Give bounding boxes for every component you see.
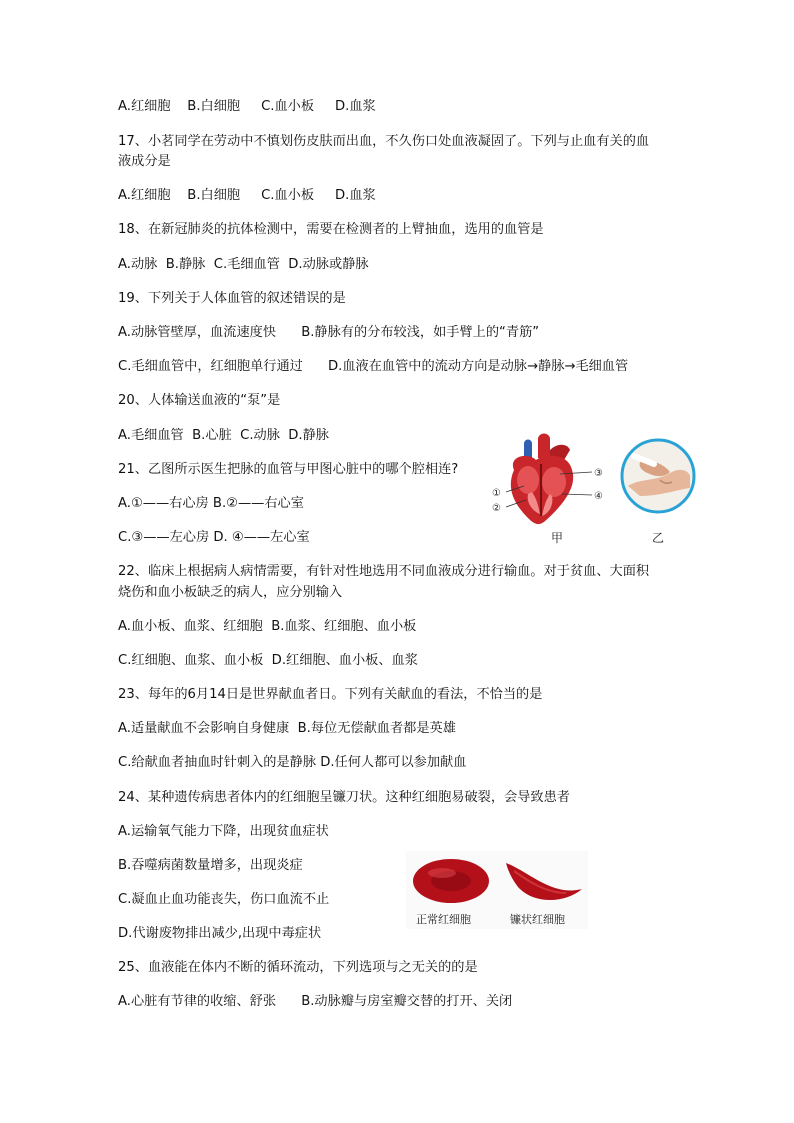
q17-stem-line1: 17、小茗同学在劳动中不慎划伤皮肤而出血，不久伤口处血液凝固了。下列与止血有关的血	[118, 134, 650, 149]
heart-label-4: ④	[594, 491, 603, 502]
q19-stem: 19、下列关于人体血管的叙述错误的是	[118, 291, 346, 306]
q21-stem: 21、乙图所示医生把脉的血管与甲图心脏中的哪个腔相连?	[118, 462, 459, 477]
q22-stem-line2: 烧伤和血小板缺乏的病人，应分别输入	[118, 585, 343, 600]
heart-caption: 甲	[551, 531, 564, 545]
heart-label-2: ②	[492, 503, 501, 514]
q18-options: A.动脉 B.静脉 C.毛细血管 D.动脉或静脉	[118, 257, 369, 272]
q19-options-cd: C.毛细血管中，红细胞单行通过 D.血液在血管中的流动方向是动脉→静脉→毛细血管	[118, 359, 629, 374]
q23-stem: 23、每年的6月14日是世界献血者日。下列有关献血的看法，不恰当的是	[118, 687, 543, 702]
q24-option-a: A.运输氧气能力下降，出现贫血症状	[118, 824, 329, 839]
q17-options: A.红细胞 B.白细胞 C.血小板 D.血浆	[118, 188, 376, 203]
q24-stem: 24、某种遗传病患者体内的红细胞呈镰刀状。这种红细胞易破裂，会导致患者	[118, 790, 570, 805]
heart-label-3: ③	[594, 468, 603, 479]
q22-stem-line1: 22、临床上根据病人病情需要，有针对性地选用不同血液成分进行输血。对于贫血、大面积	[118, 564, 650, 579]
q23-options-cd: C.给献血者抽血时针刺入的是静脉 D.任何人都可以参加献血	[118, 755, 467, 770]
red-blood-cells-figure	[406, 851, 588, 929]
q25-stem: 25、血液能在体内不断的循环流动，下列选项与之无关的的是	[118, 960, 478, 975]
q20-options: A.毛细血管 B.心脏 C.动脉 D.静脉	[118, 428, 329, 443]
pulse-caption: 乙	[652, 531, 665, 545]
q17-stem-line2: 液成分是	[118, 154, 171, 169]
q19-options-ab: A.动脉管壁厚，血流速度快 B.静脉有的分布较浅，如手臂上的“青筋”	[118, 325, 540, 340]
q22-options-ab: A.血小板、血浆、红细胞 B.血浆、红细胞、血小板	[118, 619, 417, 634]
heart-figure	[488, 430, 613, 545]
pulse-photo	[620, 438, 696, 514]
normal-cell-label: 正常红细胞	[416, 913, 471, 926]
q20-stem: 20、人体输送血液的“泵”是	[118, 393, 281, 408]
q24-option-c: C.凝血止血功能丧失，伤口血流不止	[118, 892, 330, 907]
q21-options-ab: A.①——右心房 B.②——右心室	[118, 496, 304, 511]
heart-label-1: ①	[492, 488, 501, 499]
heart-illustration	[488, 430, 613, 545]
q23-options-ab: A.适量献血不会影响自身健康 B.每位无偿献血者都是英雄	[118, 721, 456, 736]
q25-options-ab: A.心脏有节律的收缩、舒张 B.动脉瓣与房室瓣交替的打开、关闭	[118, 994, 513, 1009]
pulse-figure	[620, 438, 696, 514]
q24-option-b: B.吞噬病菌数量增多，出现炎症	[118, 858, 303, 873]
q22-options-cd: C.红细胞、血浆、血小板 D.红细胞、血小板、血浆	[118, 653, 418, 668]
q24-option-d: D.代谢废物排出减少,出现中毒症状	[118, 926, 322, 941]
sickle-cell-label: 镰状红细胞	[510, 913, 565, 926]
cells-illustration	[406, 851, 588, 911]
q18-stem: 18、在新冠肺炎的抗体检测中，需要在检测者的上臂抽血，选用的血管是	[118, 222, 544, 237]
q16-options: A.红细胞 B.白细胞 C.血小板 D.血浆	[118, 99, 376, 114]
q21-options-cd: C.③——左心房 D. ④——左心室	[118, 530, 310, 545]
